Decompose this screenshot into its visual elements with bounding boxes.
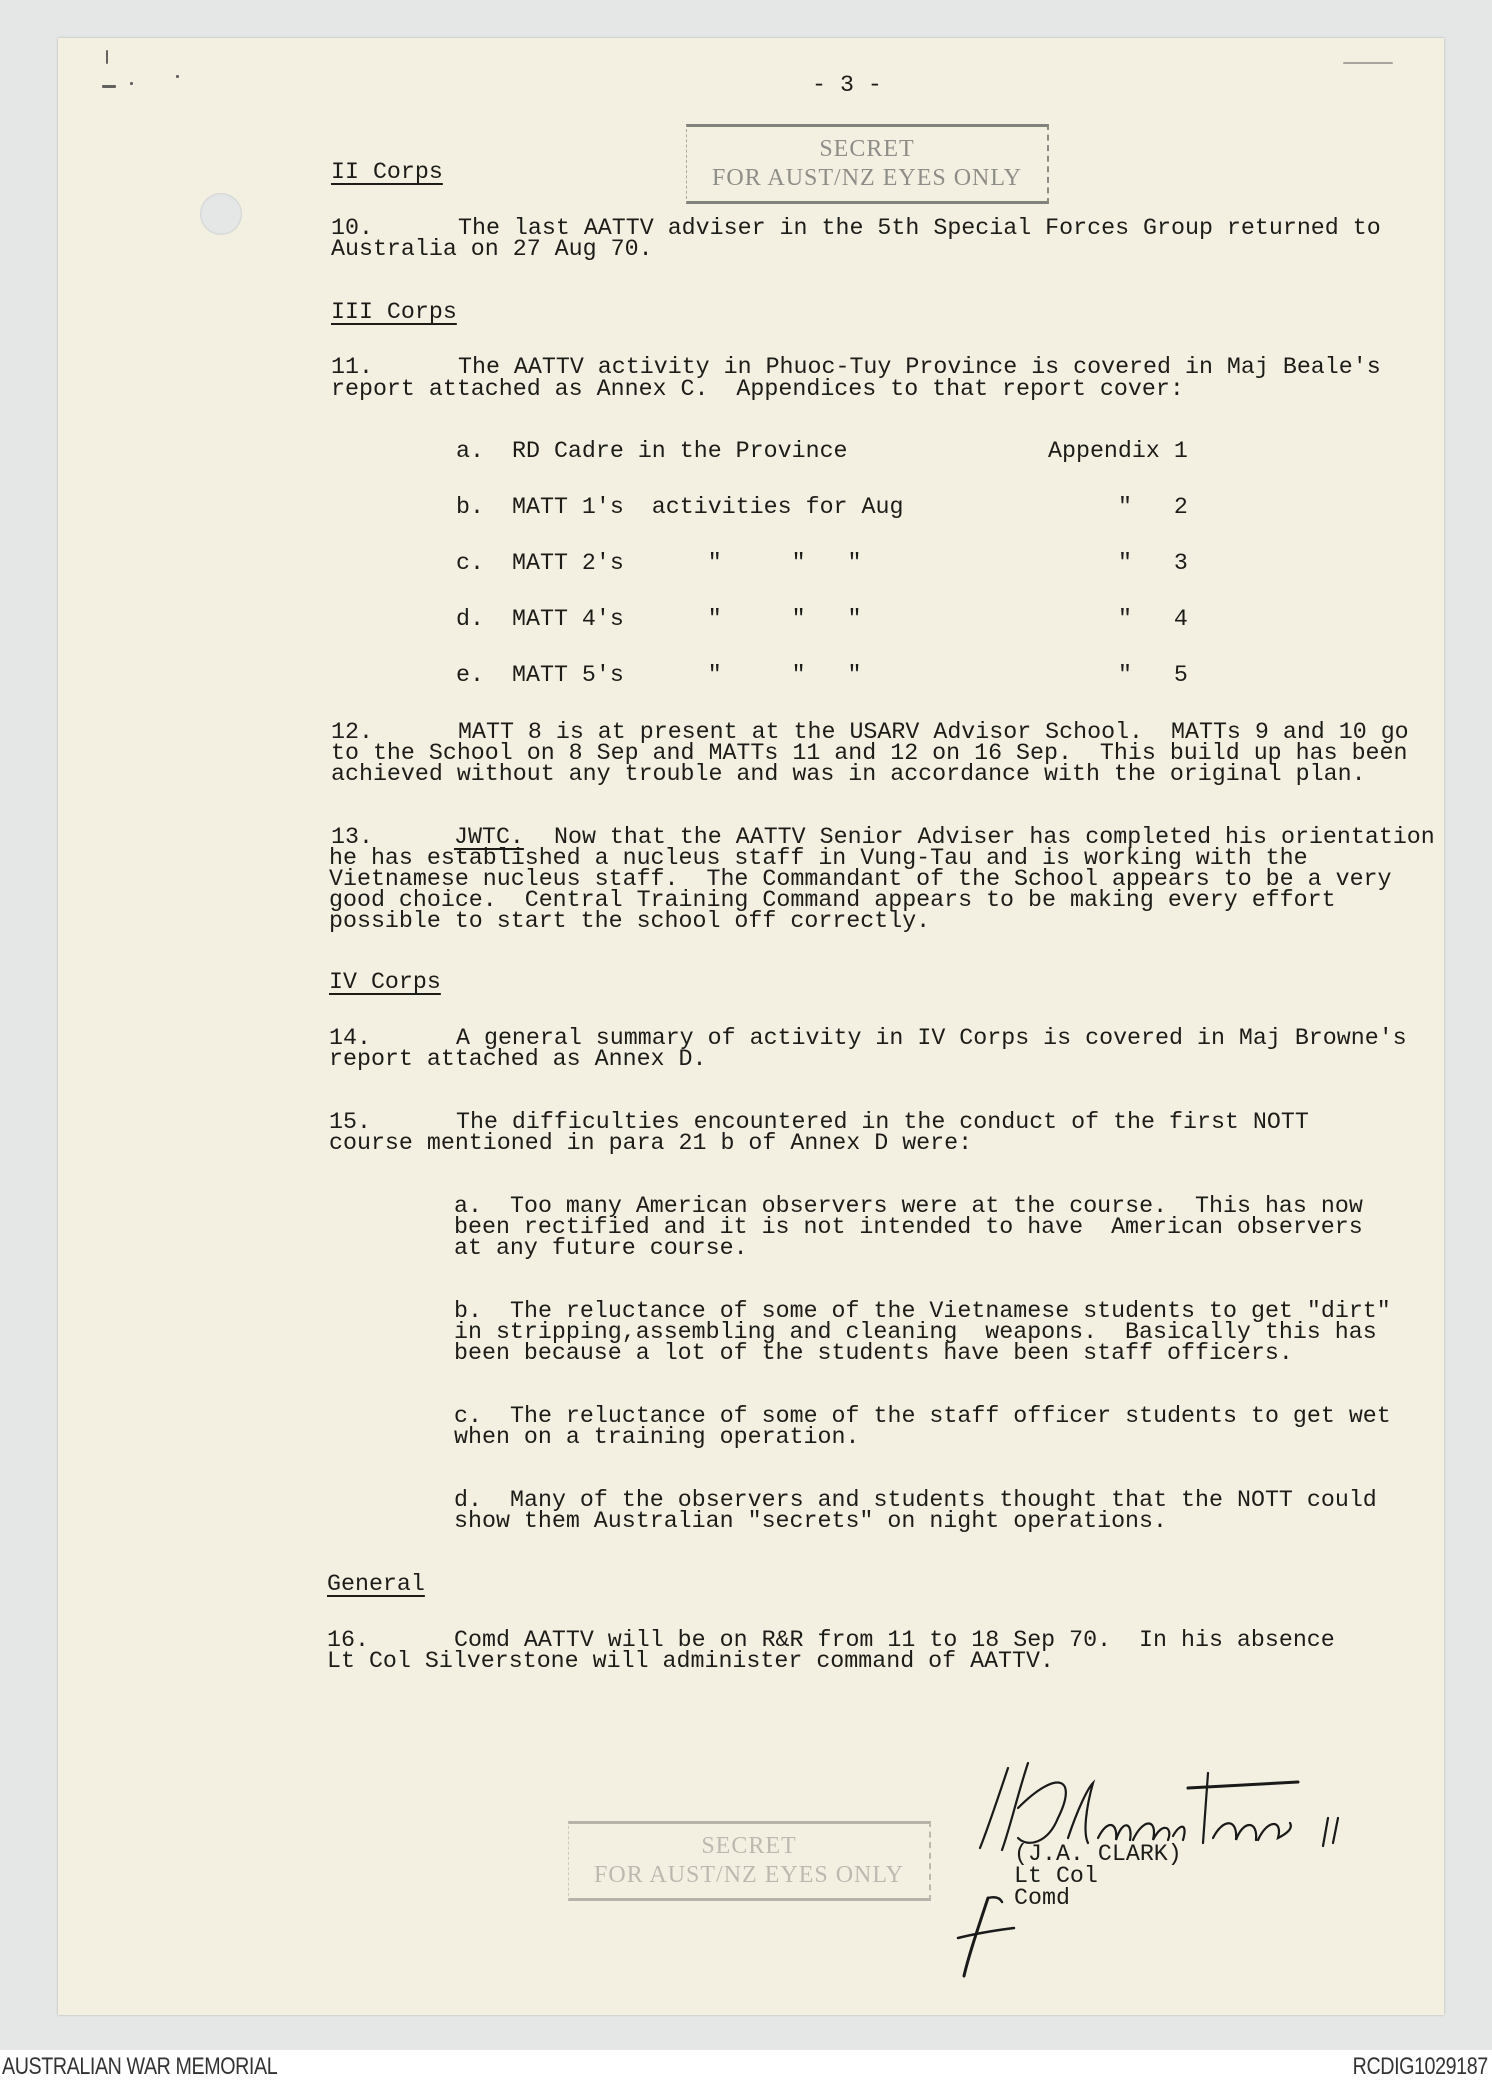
signatory-appointment: Comd xyxy=(1014,1885,1070,1911)
item-line: in stripping,assembling and cleaning weapons. Basically this has xyxy=(454,1319,1377,1345)
paragraph-line: to the School on 8 Sep and MATTs 11 and 12 on 16 Sep. This build up has been xyxy=(331,740,1408,766)
classification-stamp-top xyxy=(686,124,1049,204)
ink-speck xyxy=(176,75,179,78)
paragraph-line: The difficulties encountered in the conduct of the first NOTT xyxy=(456,1109,1309,1135)
item-line: Many of the observers and students thought that the NOTT could xyxy=(510,1487,1377,1513)
stamp-line-eyes-only: FOR AUST/NZ EYES ONLY xyxy=(712,165,1022,191)
item-line: Too many American observers were at the course. This has now xyxy=(510,1193,1363,1219)
item-line: show them Australian "secrets" on night operations. xyxy=(454,1508,1168,1534)
page-number: - 3 - xyxy=(812,72,882,98)
stamp-line-secret: SECRET xyxy=(819,136,915,162)
signatory-rank: Lt Col xyxy=(1014,1863,1098,1889)
punch-hole xyxy=(200,193,242,235)
appendix-ref: " 2 xyxy=(1118,494,1188,520)
catalogue-id: RCDIG1029187 xyxy=(1352,2053,1488,2080)
paragraph-line: Comd AATTV will be on R&R from 11 to 18 Sep 70. In his absence xyxy=(454,1627,1335,1653)
ink-speck xyxy=(1343,62,1393,64)
section-heading: IV Corps xyxy=(329,969,441,995)
paragraph-number: 15. xyxy=(329,1109,371,1135)
item-line: The reluctance of some of the staff officer students to get wet xyxy=(510,1403,1391,1429)
appendix-ref: " 3 xyxy=(1118,550,1188,576)
appendix-subject: RD Cadre in the Province xyxy=(512,438,848,464)
item-letter: b. xyxy=(454,1298,482,1324)
appendix-letter: a. xyxy=(456,438,484,464)
paragraph-line: The AATTV activity in Phuoc-Tuy Province is covered in Maj Beale's xyxy=(458,354,1381,380)
appendix-letter: d. xyxy=(456,606,484,632)
paragraph-lead: JWTC. xyxy=(454,824,524,850)
paragraph-line: A general summary of activity in IV Corps is covered in Maj Browne's xyxy=(456,1025,1407,1051)
stamp-line-eyes-only: FOR AUST/NZ EYES ONLY xyxy=(594,1862,904,1888)
ink-speck xyxy=(130,82,133,85)
appendix-subject: MATT 2's " " " xyxy=(512,550,862,576)
paragraph-line: Australia on 27 Aug 70. xyxy=(331,236,653,262)
classification-stamp-bottom xyxy=(568,1821,931,1901)
item-letter: c. xyxy=(454,1403,482,1429)
appendix-subject: MATT 1's activities for Aug xyxy=(512,494,904,520)
appendix-letter: c. xyxy=(456,550,484,576)
paragraph-line: he has established a nucleus staff in Vung-Tau and is working with the xyxy=(329,845,1308,871)
paragraph-line: Lt Col Silverstone will administer command of AATTV. xyxy=(327,1648,1054,1674)
appendix-subject: MATT 5's " " " xyxy=(512,662,862,688)
paragraph-line: Vietnamese nucleus staff. The Commandant of the School appears to be a very xyxy=(329,866,1392,892)
item-letter: d. xyxy=(454,1487,482,1513)
item-line: been rectified and it is not intended to have American observers xyxy=(454,1214,1363,1240)
item-line: when on a training operation. xyxy=(454,1424,860,1450)
appendix-subject: MATT 4's " " " xyxy=(512,606,862,632)
paragraph-number: 10. xyxy=(331,215,373,241)
paragraph-line: possible to start the school off correctly. xyxy=(329,908,931,934)
paragraph-line: The last AATTV adviser in the 5th Special Forces Group returned to xyxy=(458,215,1381,241)
archive-caption-bar xyxy=(0,2050,1492,2081)
ink-speck xyxy=(102,85,116,88)
section-heading: II Corps xyxy=(331,159,443,185)
item-line: The reluctance of some of the Vietnamese students to get "dirt" xyxy=(510,1298,1391,1324)
item-line: at any future course. xyxy=(454,1235,748,1261)
paragraph-number: 16. xyxy=(327,1627,369,1653)
paragraph-number: 12. xyxy=(331,719,373,745)
section-heading: III Corps xyxy=(331,299,457,325)
stamp-line-secret: SECRET xyxy=(701,1833,797,1859)
paragraph-line: report attached as Annex D. xyxy=(329,1046,707,1072)
section-heading: General xyxy=(327,1571,425,1597)
paragraph-line: Now that the AATTV Senior Adviser has completed his orientation xyxy=(554,824,1435,850)
appendix-letter: b. xyxy=(456,494,484,520)
paragraph-line: MATT 8 is at present at the USARV Advisor School. MATTs 9 and 10 go xyxy=(458,719,1409,745)
paragraph-number: 11. xyxy=(331,354,373,380)
item-line: been because a lot of the students have been staff officers. xyxy=(454,1340,1293,1366)
appendix-ref: " 4 xyxy=(1118,606,1188,632)
paragraph-line: report attached as Annex C. Appendices to that report cover: xyxy=(331,376,1184,402)
paragraph-line: good choice. Central Training Command appears to be making every effort xyxy=(329,887,1336,913)
paragraph-line: achieved without any trouble and was in accordance with the original plan. xyxy=(331,761,1366,787)
item-letter: a. xyxy=(454,1193,482,1219)
signatory-name: (J.A. CLARK) xyxy=(1014,1841,1182,1867)
document-page xyxy=(58,38,1444,2015)
institution-label: AUSTRALIAN WAR MEMORIAL xyxy=(2,2053,278,2080)
appendix-ref: " 5 xyxy=(1118,662,1188,688)
paragraph-number: 14. xyxy=(329,1025,371,1051)
appendix-ref: Appendix 1 xyxy=(1048,438,1188,464)
ink-speck xyxy=(106,50,108,64)
appendix-letter: e. xyxy=(456,662,484,688)
paragraph-number: 13. xyxy=(331,824,373,850)
paragraph-line: course mentioned in para 21 b of Annex D were: xyxy=(329,1130,973,1156)
